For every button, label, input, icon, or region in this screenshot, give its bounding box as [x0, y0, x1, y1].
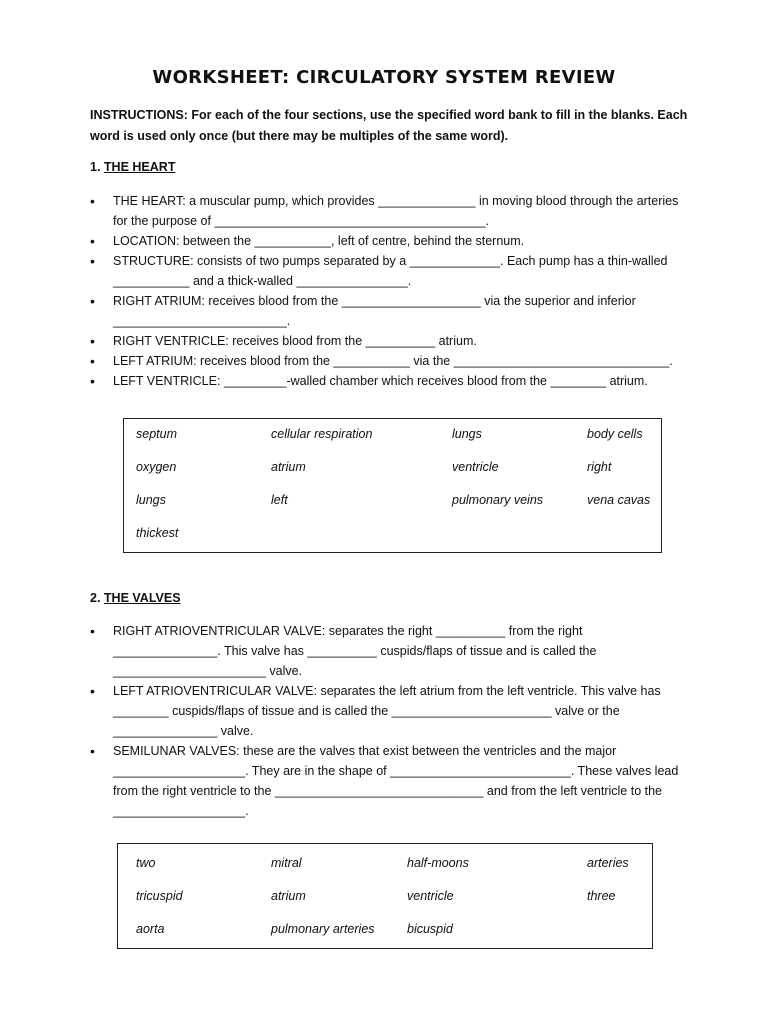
section-2-title: THE VALVES [103, 591, 181, 605]
word-bank-word: cellular respiration [271, 427, 373, 441]
section-2-number: 2. [90, 591, 101, 605]
word-bank-word: two [136, 856, 156, 870]
worksheet-title: WORKSHEET: CIRCULATORY SYSTEM REVIEW [152, 67, 616, 88]
list-item: • THE HEART: a muscular pump, which provides ______________ in moving blood through the arteries for the purpose of _______________________________________. [90, 191, 690, 231]
list-item: • STRUCTURE: consists of two pumps separated by a _____________. Each pump has a thin-walled ___________ and a thick-walled ________________. [90, 251, 690, 291]
section-1-title: THE HEART [103, 160, 176, 174]
word-bank-word: three [587, 889, 616, 903]
word-bank-word: vena cavas [587, 493, 651, 507]
word-bank-word: right [587, 460, 612, 474]
list-item: • LOCATION: between the ___________, left of centre, behind the sternum. [90, 231, 690, 251]
list-item: • LEFT VENTRICLE: _________-walled chamber which receives blood from the ________ atrium. [90, 371, 690, 391]
word-bank-word: aorta [136, 922, 165, 936]
word-bank-heart [123, 418, 662, 553]
list-item: • RIGHT ATRIUM: receives blood from the ____________________ via the superior and inferior _________________________. [90, 291, 690, 331]
word-bank-word: oxygen [136, 460, 177, 474]
section-1-heading [90, 160, 175, 174]
word-bank-word: atrium [271, 889, 306, 903]
word-bank-word: lungs [136, 493, 166, 507]
word-bank-word: bicuspid [407, 922, 453, 936]
word-bank-word: ventricle [407, 889, 454, 903]
word-bank-word: body cells [587, 427, 643, 441]
section-1-list [90, 191, 690, 391]
word-bank-word: pulmonary veins [452, 493, 544, 507]
list-item: • SEMILUNAR VALVES: these are the valves that exist between the ventricles and the major ___________________. They are in the shape of __________________________. These valves lead from the right ventricle to the ______________________________ and from the left ventricle to the ___________________. [90, 741, 690, 821]
word-bank-word: septum [136, 427, 177, 441]
list-item: • LEFT ATRIUM: receives blood from the ___________ via the _______________________________. [90, 351, 690, 371]
word-bank-word: atrium [271, 460, 306, 474]
section-2-heading [90, 591, 181, 605]
instructions-text: INSTRUCTIONS: For each of the four sections, use the specified word bank to fill in the blanks. Each word is used only once (but there may be multiples of the same word). [90, 108, 688, 143]
section-2-list [90, 621, 690, 821]
word-bank-word: thickest [136, 526, 179, 540]
word-bank-word: arteries [587, 856, 629, 870]
word-bank-word: ventricle [452, 460, 499, 474]
word-bank-word: lungs [452, 427, 482, 441]
list-item: • RIGHT VENTRICLE: receives blood from the __________ atrium. [90, 331, 690, 351]
list-item: • RIGHT ATRIOVENTRICULAR VALVE: separates the right __________ from the right _______________. This valve has __________ cuspids/flaps of tissue and is called the ______________________ valve. [90, 621, 690, 681]
word-bank-word: half-moons [407, 856, 469, 870]
section-1-number: 1. [90, 160, 101, 174]
word-bank-word: pulmonary arteries [271, 922, 375, 936]
word-bank-word: tricuspid [136, 889, 183, 903]
word-bank-word: mitral [271, 856, 302, 870]
word-bank-valves [117, 843, 653, 949]
list-item: • LEFT ATRIOVENTRICULAR VALVE: separates the left atrium from the left ventricle. This valve has ________ cuspids/flaps of tissue and is called the _______________________ valve or the _______________ valve. [90, 681, 690, 741]
word-bank-word: left [271, 493, 288, 507]
